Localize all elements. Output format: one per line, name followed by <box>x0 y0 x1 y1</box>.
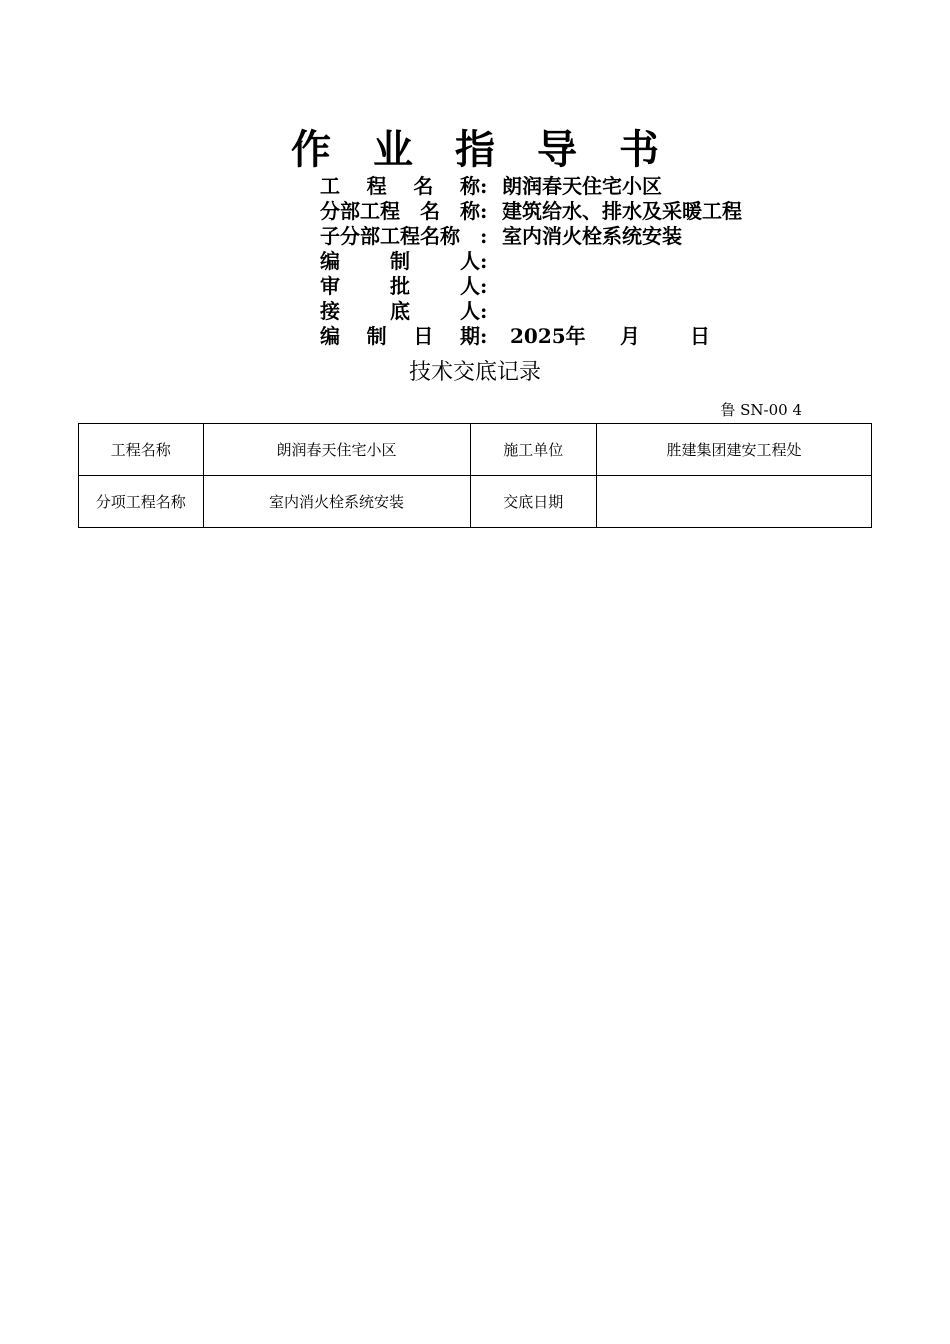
info-row-recipient <box>320 299 742 324</box>
label-char: 批 <box>390 274 410 298</box>
disclosure-record-table <box>78 423 872 528</box>
info-label <box>320 324 480 349</box>
label-char: 人 <box>460 299 480 323</box>
table-cell: 交底日期 <box>470 476 597 528</box>
label-char: 制 <box>366 324 387 348</box>
record-title: 技术交底记录 <box>408 360 541 385</box>
label-char: 称 <box>460 199 480 223</box>
label-char: 审 <box>320 274 340 298</box>
info-colon: : <box>480 249 488 273</box>
label-char: 分部工程 <box>320 199 400 223</box>
info-colon: : <box>480 224 488 248</box>
label-char: 程 <box>366 174 387 198</box>
info-row-division-name <box>320 199 742 224</box>
info-colon: : <box>480 299 488 323</box>
info-colon: : <box>480 324 488 348</box>
info-colon: : <box>480 274 488 298</box>
date-value <box>500 324 710 349</box>
table-cell: 朗润春天住宅小区 <box>203 424 470 476</box>
date-year: 2025年 <box>510 324 586 348</box>
info-row-compile-date <box>320 324 742 349</box>
form-code: 鲁 SN-00 4 <box>720 401 802 419</box>
label-char: 工 <box>320 174 340 198</box>
label-char: 称 <box>459 174 480 198</box>
document-title: 作业指导书 <box>291 126 701 173</box>
label-char: 编 <box>320 324 340 348</box>
label-char: 制 <box>390 249 410 273</box>
date-month: 月 <box>620 324 640 348</box>
label-char: 名 <box>420 199 440 223</box>
info-value <box>500 249 502 274</box>
date-day: 日 <box>690 324 710 348</box>
label-char: 人 <box>460 249 480 273</box>
label-char: 接 <box>320 299 340 323</box>
info-row-approver <box>320 274 742 299</box>
label-char: 子分部工程名称 <box>320 224 460 248</box>
info-colon: : <box>480 174 488 198</box>
label-char: 底 <box>390 299 410 323</box>
info-label <box>320 249 480 274</box>
info-row-project-name <box>320 174 742 199</box>
label-char: 期 <box>459 324 480 348</box>
table-row <box>79 476 872 528</box>
label-char: 日 <box>413 324 434 348</box>
table-cell: 室内消火栓系统安装 <box>203 476 470 528</box>
label-char: 名 <box>413 174 434 198</box>
info-label <box>320 224 480 249</box>
table-cell: 工程名称 <box>79 424 204 476</box>
info-label <box>320 174 480 199</box>
info-value <box>500 299 502 324</box>
label-char: 编 <box>320 249 340 273</box>
project-info-block <box>320 174 742 349</box>
info-label <box>320 274 480 299</box>
info-row-subdivision-name <box>320 224 742 249</box>
table-cell: 胜建集团建安工程处 <box>597 424 872 476</box>
info-value: 朗润春天住宅小区 <box>502 174 662 198</box>
info-colon: : <box>480 199 488 223</box>
info-value: 室内消火栓系统安装 <box>502 224 682 248</box>
info-label <box>320 199 480 224</box>
info-label <box>320 299 480 324</box>
table-cell: 分项工程名称 <box>79 476 204 528</box>
label-char: 人 <box>460 274 480 298</box>
info-value <box>500 274 502 299</box>
table-row <box>79 424 872 476</box>
table-cell <box>597 476 872 528</box>
table-cell: 施工单位 <box>470 424 597 476</box>
info-row-compiler <box>320 249 742 274</box>
info-value: 建筑给水、排水及采暖工程 <box>502 199 742 223</box>
